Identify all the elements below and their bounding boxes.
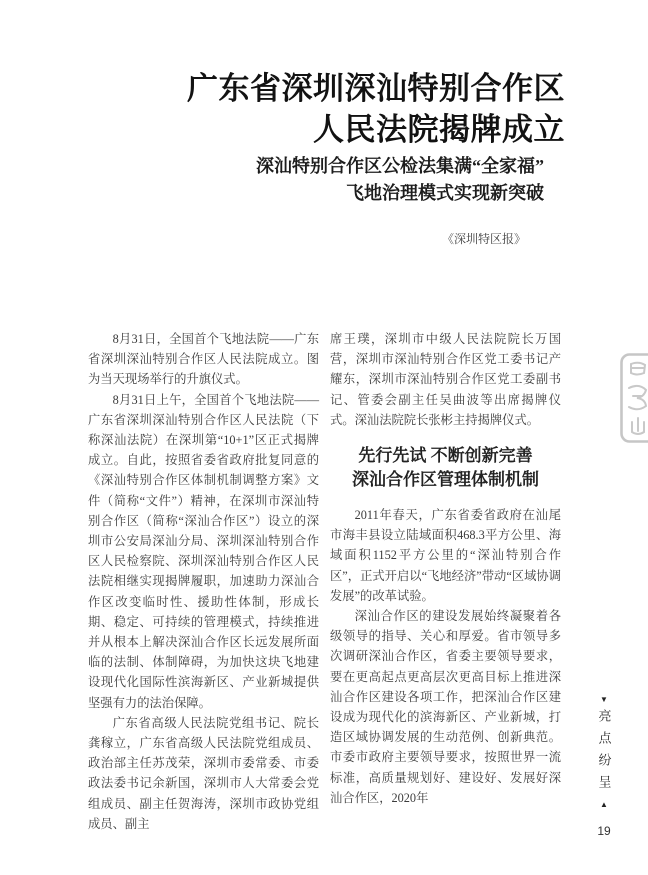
subtitle-line-2: 飞地治理模式实现新突破 <box>346 183 544 203</box>
article-subtitle <box>256 153 544 207</box>
seal-stamp-graphic <box>619 352 648 444</box>
page-rail <box>594 694 614 838</box>
source-attribution: 《深圳特区报》 <box>441 232 526 246</box>
body-paragraph: 2011年春天，广东省委省政府在汕尾市海丰县设立陆域面积468.3平方公里、海域面积1152平方公里的“深汕特别合作区”，正式开启以“飞地经济”带动“区域协调发展”的改革试验。 <box>330 508 561 603</box>
triangle-down-icon: ▼ <box>600 695 608 704</box>
section-heading <box>330 444 561 492</box>
subtitle-line-1: 深汕特别合作区公检法集满“全家福” <box>256 156 544 176</box>
headline-line-2: 人民法院揭牌成立 <box>313 112 565 147</box>
article-column-right <box>330 329 561 808</box>
body-paragraph-continued: 席王璞，深圳市中级人民法院院长万国营，深圳市深汕特别合作区党工委书记产耀东，深圳市深汕特别合作区党工委副书记、管委会副主任吴曲波等出席揭牌仪式。深汕法院院长张彬主持揭牌仪式。 <box>330 332 561 427</box>
headline-line-1: 广东省深圳深汕特别合作区 <box>187 71 565 106</box>
rail-section-label: 亮点纷呈 <box>596 709 612 797</box>
caption-paragraph: 8月31日，全国首个飞地法院——广东省深圳深汕特别合作区人民法院成立。图为当天现场举行的升旗仪式。 <box>88 332 319 387</box>
body-paragraph: 深汕合作区的建设发展始终凝聚着各级领导的指导、关心和厚爱。省市领导多次调研深汕合作区，省委主要领导要求，要在更高起点更高层次更高目标上推进深汕合作区建设各项工作，把深汕合作区建设成为现代化的滨海新区、产业新城，打造区域协调发展的生动范例、创新典范。市委市政府主要领导要求，按照世界一流标准，高质量规划好、建设好、发展好深汕合作区，2020年 <box>330 609 561 805</box>
page-number: 19 <box>597 824 611 838</box>
section-heading-line-1: 先行先试 不断创新完善 <box>358 446 533 466</box>
article-column-left <box>88 329 319 834</box>
article-headline <box>187 68 565 150</box>
body-paragraph: 8月31日上午，全国首个飞地法院——广东省深圳深汕特别合作区人民法院（下称深汕法院）在深圳第“10+1”区正式揭牌成立。自此，按照省委省政府批复同意的《深汕特别合作区体制机制调整方案》文件（简称“文件”）精神，在深圳市深汕特别合作区（简称“深汕合作区”）设立的深圳市公安局深汕分局、深圳深汕特别合作区人民检察院、深圳深汕特别合作区人民法院相继实现揭牌履职，加速助力深汕合作区改变临时性、援助性体制，形成长期、稳定、可持续的管理模式，持续推进并从根本上解决深汕合作区长远发展所面临的法制、体制障碍，为加快这块飞地建设现代化国际性滨海新区、产业新城提供坚强有力的法治保障。 <box>88 392 319 710</box>
section-heading-line-2: 深汕合作区管理体制机制 <box>352 470 539 490</box>
body-paragraph: 广东省高级人民法院党组书记、院长龚稼立，广东省高级人民法院党组成员、政治部主任苏茂荣，深圳市委常委、市委政法委书记余新国，深圳市人大常委会党组成员、副主任贺海涛，深圳市政协党组成员、副主 <box>88 715 319 831</box>
triangle-up-icon: ▲ <box>600 800 608 809</box>
